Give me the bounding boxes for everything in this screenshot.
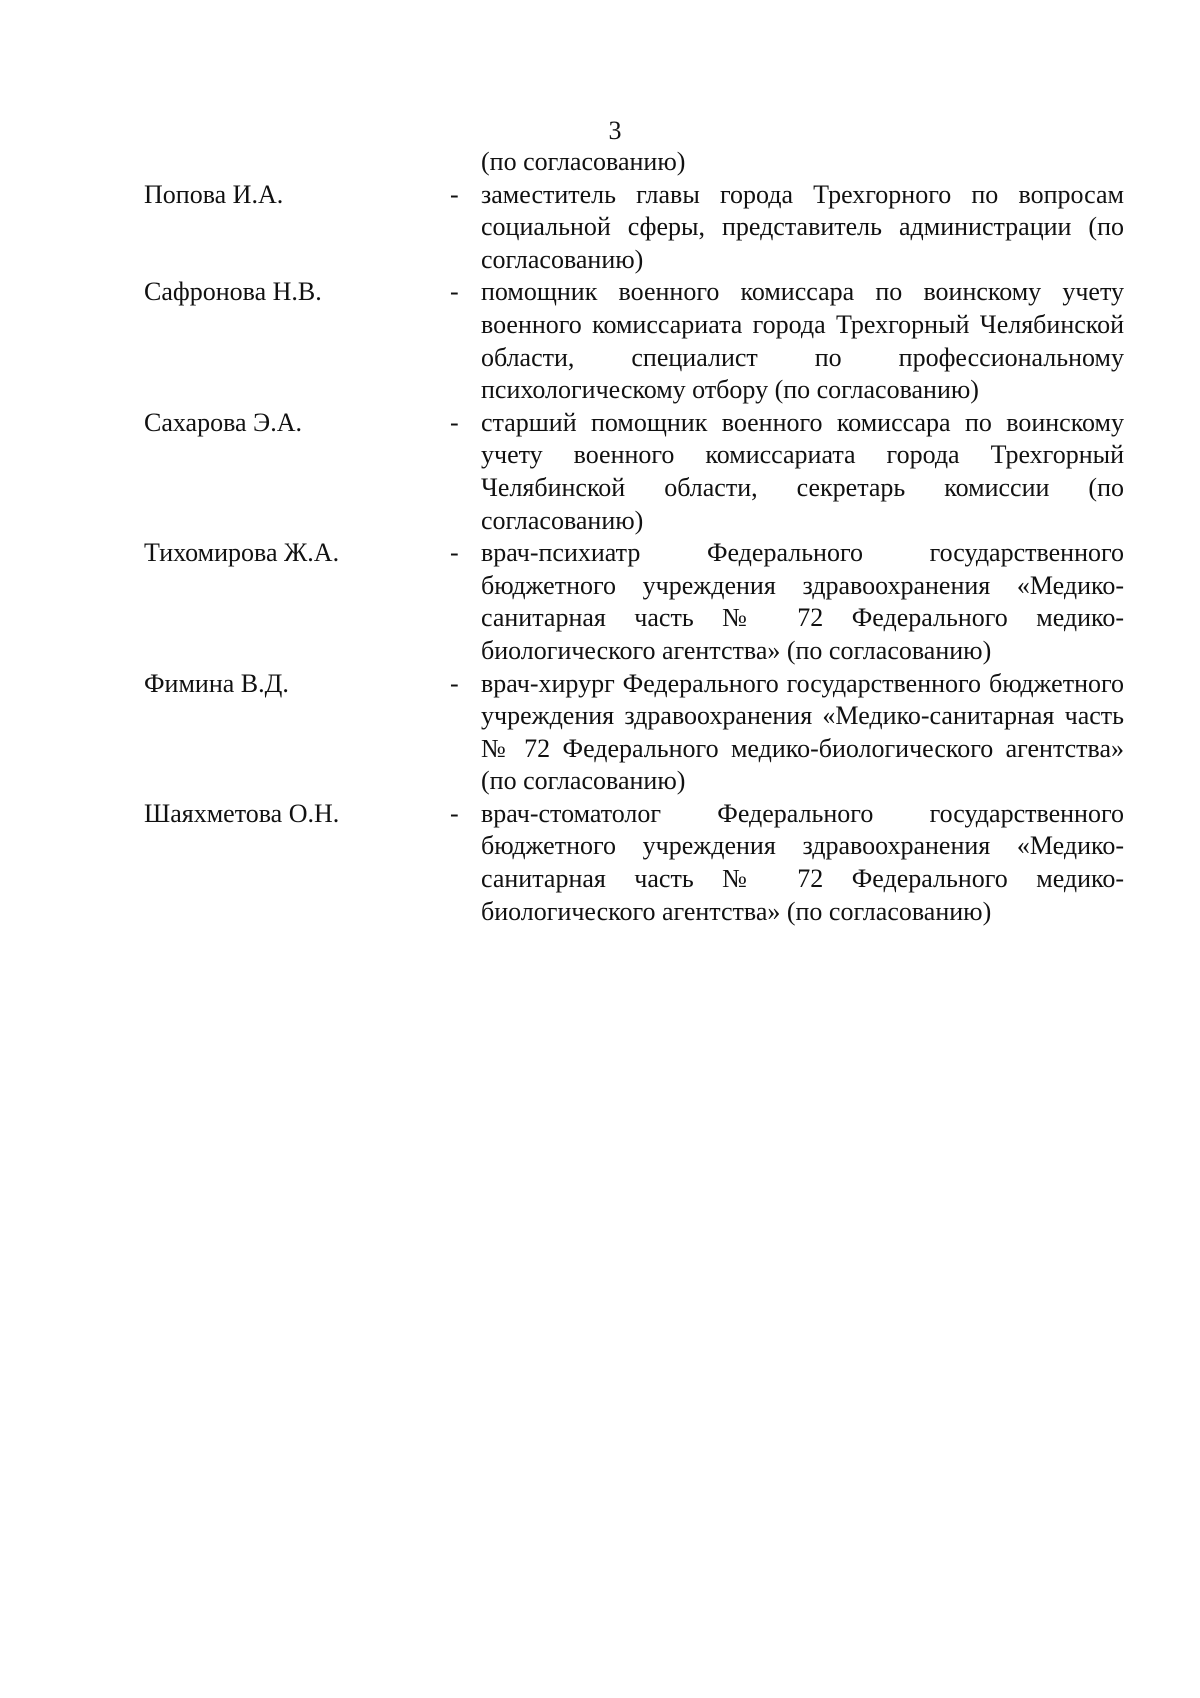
- member-row: [144, 537, 1124, 667]
- member-description: врач-хирург Федерального государственного бюджетного учреждения здравоохранения «Медико-санитарная часть № 72 Федерального медико-биологического агентства» (по согласованию): [481, 668, 1124, 796]
- member-row: [144, 179, 1124, 277]
- member-row: [144, 407, 1124, 537]
- member-name: Попова И.А.: [144, 179, 284, 209]
- member-dash: -: [450, 668, 459, 698]
- member-description: врач-психиатр Федерального государственного бюджетного учреждения здравоохранения «Медико-санитарная часть № 72 Федерального медико-биологического агентства» (по согласованию): [481, 538, 1124, 665]
- member-name: Тихомирова Ж.А.: [144, 538, 340, 568]
- continuation-note: (по согласованию): [481, 147, 686, 176]
- member-description: заместитель главы города Трехгорного по вопросам социальной сферы, представитель администрации (по согласованию): [481, 179, 1124, 274]
- member-row: [144, 276, 1124, 406]
- members-list: [144, 146, 1124, 928]
- member-dash: -: [450, 798, 459, 828]
- member-description: врач-стоматолог Федерального государственного бюджетного учреждения здравоохранения «Медико-санитарная часть № 72 Федерального медико-биологического агентства» (по согласованию): [481, 798, 1124, 926]
- member-description: помощник военного комиссара по воинскому учету военного комиссариата города Трехгорный Челябинской области, специалист по профессиональному психологическому отбору (по согласованию): [481, 277, 1124, 405]
- member-dash: -: [450, 407, 459, 437]
- member-description: старший помощник военного комиссара по воинскому учету военного комиссариата города Трехгорный Челябинской области, секретарь комиссии (по согласованию): [481, 407, 1124, 535]
- page-number: 3: [608, 116, 622, 145]
- member-dash: -: [450, 179, 459, 209]
- member-name: Шаяхметова О.Н.: [144, 798, 340, 828]
- member-dash: -: [450, 277, 459, 307]
- member-row: [144, 798, 1124, 928]
- member-name: Сахарова Э.А.: [144, 407, 302, 437]
- member-dash: -: [450, 538, 459, 568]
- member-row: [144, 668, 1124, 798]
- member-name: Фимина В.Д.: [144, 668, 289, 698]
- member-name: Сафронова Н.В.: [144, 277, 322, 307]
